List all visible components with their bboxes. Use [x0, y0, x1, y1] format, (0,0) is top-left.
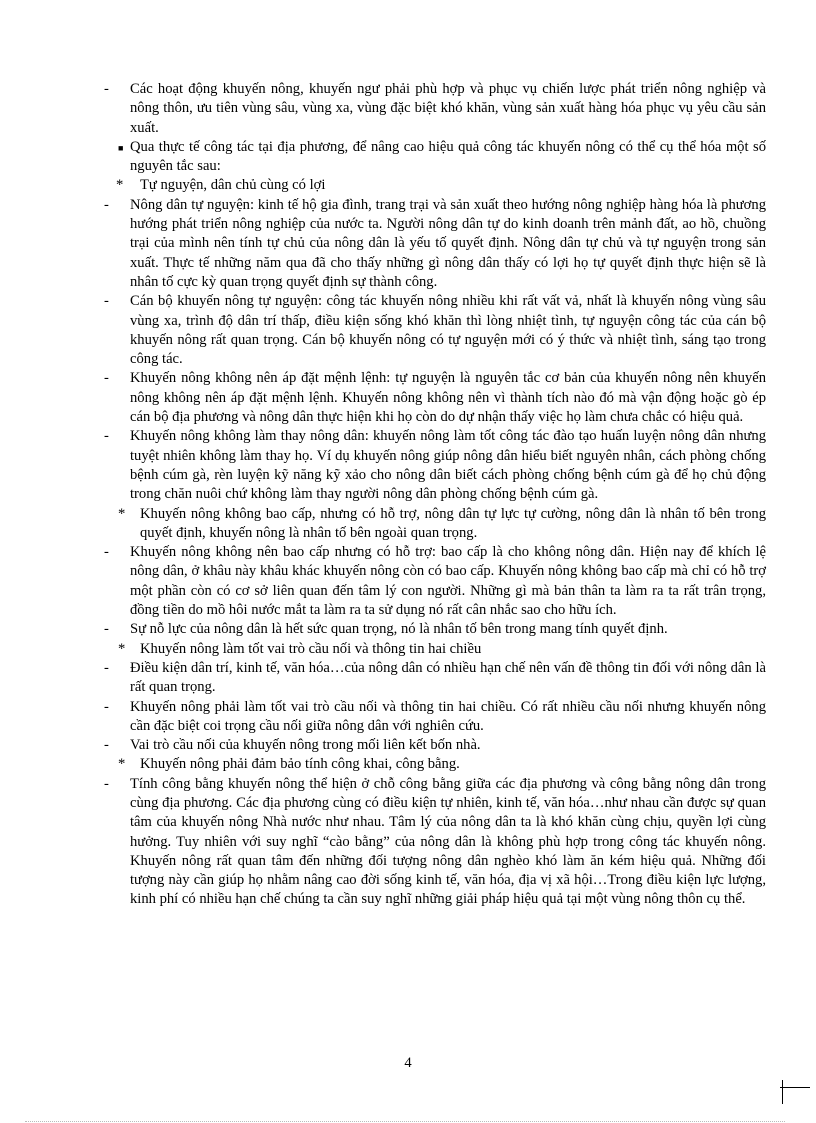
- paragraph-text: Khuyến nông phải đảm bảo tính công khai, công bằng.: [140, 756, 460, 773]
- list-item: [104, 196, 766, 292]
- paragraph-text: Khuyến nông không làm thay nông dân: khuyến nông làm tốt công tác đào tạo huấn luyện nông dân nhưng tuyệt nhiên không làm thay họ. Ví dụ khuyến nông giúp nông dân hiểu biết nguyên nhân, cách phòng chống bệnh cúm gà, rèn luyện kỹ năng kỹ xảo cho nông dân biết cách phòng chống bệnh cúm gà để họ chủ động trong chăn nuôi chứ không làm thay người nông dân phòng chống bệnh cúm gà.: [130, 428, 766, 503]
- bullet-marker: ■: [118, 142, 124, 153]
- document-body: [104, 80, 766, 910]
- bullet-marker: -: [104, 775, 109, 792]
- list-item: [104, 698, 766, 737]
- paragraph-text: Nông dân tự nguyện: kinh tế hộ gia đình, trang trại và sản xuất theo hướng nông nghiệp hàng hóa là phương hướng phát triển nông nghiệp của nước ta. Người nông dân tự do kinh doanh trên mảnh đất, ao hồ, chuồng trại của mình nên tính tự chủ của nông dân là yếu tố quyết định. Nông dân tự chủ và tự nguyện trong sản xuất. Thực tế những năm qua đã cho thấy những gì nông dân thấy có lợi họ tự quyết định thực hiện sẽ là nhân tố cực kỳ quan trọng quyết định sự thành công.: [130, 196, 766, 290]
- paragraph-text: Sự nỗ lực của nông dân là hết sức quan trọng, nó là nhân tố bên trong mang tính quyết định.: [130, 621, 668, 638]
- paragraph-text: Khuyến nông không nên áp đặt mệnh lệnh: tự nguyện là nguyên tắc cơ bản của khuyến nông nên khuyến nông không nên áp đặt mệnh lệnh. Khuyến nông không nên vì thành tích nào đó mà vận động hoặc gò ép cán bộ địa phương và nông dân thực hiện khi họ còn do dự nhận thấy việc họ làm chưa chắc có hiệu quả.: [130, 370, 766, 426]
- list-item: [104, 736, 766, 755]
- bullet-marker: -: [104, 428, 109, 445]
- bullet-marker: -: [104, 370, 109, 387]
- bullet-marker: -: [104, 698, 109, 715]
- bullet-marker: -: [104, 293, 109, 310]
- paragraph-text: Qua thực tế công tác tại địa phương, để nâng cao hiệu quả công tác khuyến nông có thể cụ thể hóa một số nguyên tắc sau:: [130, 138, 766, 175]
- bullet-marker: -: [104, 621, 109, 638]
- paragraph-text: Khuyến nông không bao cấp, nhưng có hỗ trợ, nông dân tự lực tự cường, nông dân là nhân tố bên trong quyết định, khuyến nông là nhân tố bên ngoài quan trọng.: [140, 505, 766, 541]
- paragraph-text: Tự nguyện, dân chủ cùng có lợi: [140, 177, 326, 194]
- bullet-marker: -: [104, 544, 109, 561]
- paragraph-text: Khuyến nông làm tốt vai trò cầu nối và thông tin hai chiều: [140, 640, 482, 657]
- list-item: [104, 775, 766, 910]
- paragraph-text: Điều kiện dân trí, kinh tế, văn hóa…của nông dân có nhiều hạn chế nên vấn đề thông tin đối với nông dân là rất quan trọng.: [130, 659, 766, 696]
- paragraph-text: Các hoạt động khuyến nông, khuyến ngư phải phù hợp và phục vụ chiến lược phát triển nông nghiệp và nông thôn, ưu tiên vùng sâu, vùng xa, vùng đặc biệt khó khăn, vùng sản xuất hàng hóa phục vụ yêu cầu sản xuất.: [130, 81, 766, 136]
- page-number: 4: [404, 1055, 412, 1071]
- crop-mark-horizontal: [780, 1087, 810, 1088]
- bullet-marker: *: [116, 177, 124, 194]
- list-item: [104, 80, 766, 138]
- bullet-marker: -: [104, 737, 109, 754]
- list-item: [104, 755, 766, 774]
- list-item: [104, 176, 766, 195]
- list-item: [104, 640, 766, 659]
- list-item: [104, 427, 766, 504]
- paragraph-text: Cán bộ khuyến nông tự nguyện: công tác khuyến nông nhiều khi rất vất vả, nhất là khuyến nông vùng sâu vùng xa, trình độ dân trí thấp, điều kiện sống khó khăn thì lòng nhiệt tình, tự nguyện công tác của cán bộ khuyến nông rất quan trọng. Cán bộ khuyến nông có tự nguyện mới có ý thức và nhiệt tình, sáng tạo trong công tác.: [130, 293, 766, 368]
- crop-mark-vertical: [782, 1080, 783, 1104]
- paragraph-text: Tính công bằng khuyến nông thể hiện ở chỗ công bằng giữa các địa phương và công bằng nông dân trong cùng địa phương. Các địa phương cùng có điều kiện tự nhiên, kinh tế, văn hóa…như nhau cần được sự quan tâm của khuyến nông Nhà nước như nhau. Tâm lý của nông dân ta là khó khăn cùng chịu, quyền lợi cùng hưởng. Tuy nhiên với suy nghĩ “cào bằng” của nông dân là không phù hợp trong công tác khuyến nông. Khuyến nông rất quan tâm đến những đối tượng nông dân nghèo khó làm ăn kém hiệu quả. Những đối tượng này cần giúp họ nhằm nâng cao đời sống kinh tế, văn hóa, địa vị xã hội…Trong điều kiện lực lượng, kinh phí có nhiều hạn chế chúng ta cần suy nghĩ những giải pháp hiệu quả tại một vùng nông thôn cụ thể.: [130, 775, 766, 908]
- bullet-marker: *: [118, 756, 126, 773]
- bullet-marker: -: [104, 81, 109, 97]
- list-item: [104, 543, 766, 620]
- list-item: [104, 138, 766, 177]
- list-item: [104, 620, 766, 639]
- list-item: [104, 292, 766, 369]
- list-item: [104, 659, 766, 698]
- bullet-marker: -: [104, 196, 109, 213]
- list-item: [104, 369, 766, 427]
- paragraph-text: Vai trò cầu nối của khuyến nông trong mối liên kết bốn nhà.: [130, 737, 481, 754]
- bullet-marker: *: [118, 505, 126, 522]
- bullet-marker: *: [118, 640, 126, 657]
- list-item: [104, 505, 766, 544]
- bullet-marker: -: [104, 659, 109, 676]
- page-edge-dots: [25, 1121, 785, 1122]
- paragraph-text: Khuyến nông phải làm tốt vai trò cầu nối và thông tin hai chiều. Có rất nhiều cầu nối nhưng khuyến nông cần đặc biệt coi trọng cầu nối giữa nông dân với nghiên cứu.: [130, 698, 766, 734]
- paragraph-text: Khuyến nông không nên bao cấp nhưng có hỗ trợ: bao cấp là cho không nông dân. Hiện nay để khích lệ nông dân, ở khâu này khâu khác khuyến nông còn có bao cấp. Khuyến nông không bao cấp mà chỉ có hỗ trợ một phần còn có cơ sở liên quan đến tâm lý con người. Những gì mà bản thân ta làm ra ta rất trân trọng, đồng tiền do mồ hôi nước mắt ta làm ra ta sử dụng nó rất cân nhắc sao cho hữu ích.: [130, 544, 766, 619]
